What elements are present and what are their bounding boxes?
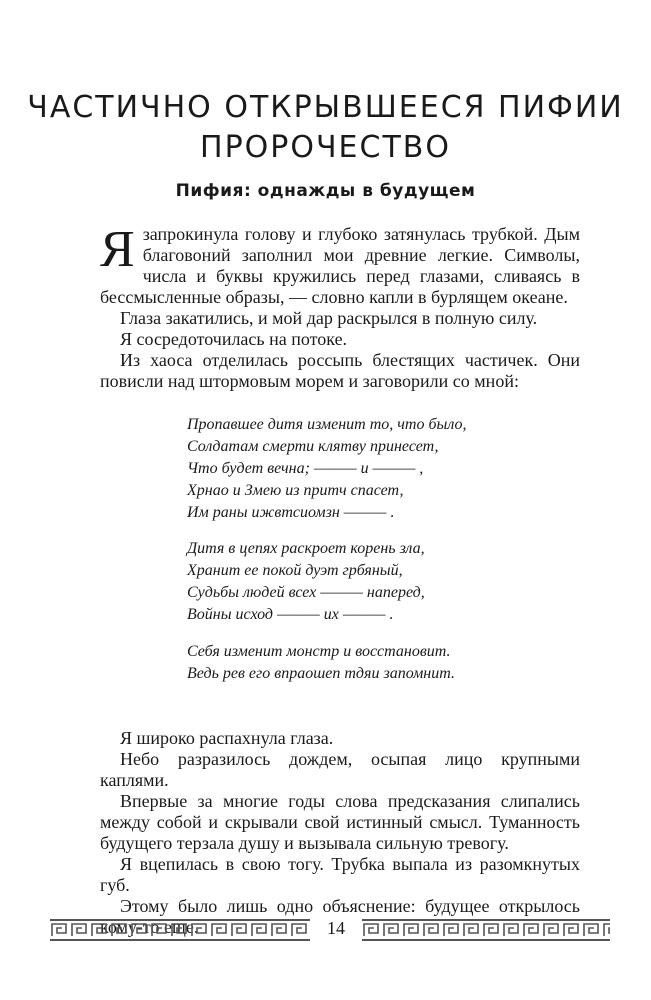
verse-line: Ведь рев его впраошеп тдяи запомнит. xyxy=(187,665,455,682)
paragraph: Этому было лишь одно объяснение: будущее открылось xyxy=(120,896,580,916)
paragraph: Я широко распахнула глаза. xyxy=(120,728,334,748)
greek-key-border-left xyxy=(50,919,310,941)
drop-cap: Я xyxy=(100,221,135,278)
verse-line: Пропавшее дитя изменит то, что было, xyxy=(187,416,467,433)
closing-text xyxy=(100,728,580,938)
verse-line: Войны исход ——— их ——— . xyxy=(187,606,394,623)
verse-line: Себя изменит монстр и восстановит. xyxy=(187,643,451,660)
opening-text xyxy=(100,221,580,392)
prophecy-stanza-3 xyxy=(187,641,587,685)
paragraph: Глаза закатились, и мой дар раскрылся в полную силу. xyxy=(120,308,538,328)
paragraph: Я вцепилась в свою тогу. Трубка выпала из разомкнутых губ. xyxy=(100,854,580,895)
paragraph: Из хаоса отделилась россыпь блестящих частичек. Они повисли над штормовым морем и заговорили со мной: xyxy=(100,350,580,391)
page-number: 14 xyxy=(327,918,345,938)
paragraph: Впервые за многие годы слова предсказания слипались между собой и скрывали свой истинный смысл. Туманность будущего терзала душу и вызывала сильную тревогу. xyxy=(100,791,580,853)
chapter-title-line2: ПРОРОЧЕСТВО xyxy=(200,130,451,165)
page-footer xyxy=(0,912,651,948)
verse-line: Им раны ижвтсиомзн ——— . xyxy=(187,504,395,521)
greek-key-border-right xyxy=(362,919,610,941)
verse-line: Хрнао и Змею из притч спасет, xyxy=(187,482,404,499)
prophecy-stanza-2 xyxy=(187,538,587,626)
chapter-title xyxy=(0,88,651,168)
paragraph-text: запрокинула голову и глубоко затянулась трубкой. Дым благовоний заполнил мои древние легкие. Символы, числа и буквы кружились перед глазами, сливаясь в бессмысленные образы, — словно капли в бурлящем океане. xyxy=(100,224,580,307)
paragraph: Я сосредоточилась на потоке. xyxy=(120,329,348,349)
chapter-title-line1: ЧАСТИЧНО ОТКРЫВШЕЕСЯ ПИФИИ xyxy=(27,90,624,125)
verse-line: Судьбы людей всех ——— наперед, xyxy=(187,584,425,601)
prophecy-stanza-1 xyxy=(187,414,587,524)
paragraph xyxy=(100,221,580,308)
paragraph: Небо разразилось дождем, осыпая лицо крупными каплями. xyxy=(100,749,580,790)
verse-line: Дитя в цепях раскроет корень зла, xyxy=(187,540,425,557)
verse-line: Что будет вечна; ——— и ——— , xyxy=(187,460,424,477)
chapter-subtitle: Пифия: однажды в будущем xyxy=(175,181,476,201)
verse-line: Хранит ее покой дуэт грбяный, xyxy=(187,562,403,579)
verse-line: Солдатам смерти клятву принесет, xyxy=(187,438,439,455)
